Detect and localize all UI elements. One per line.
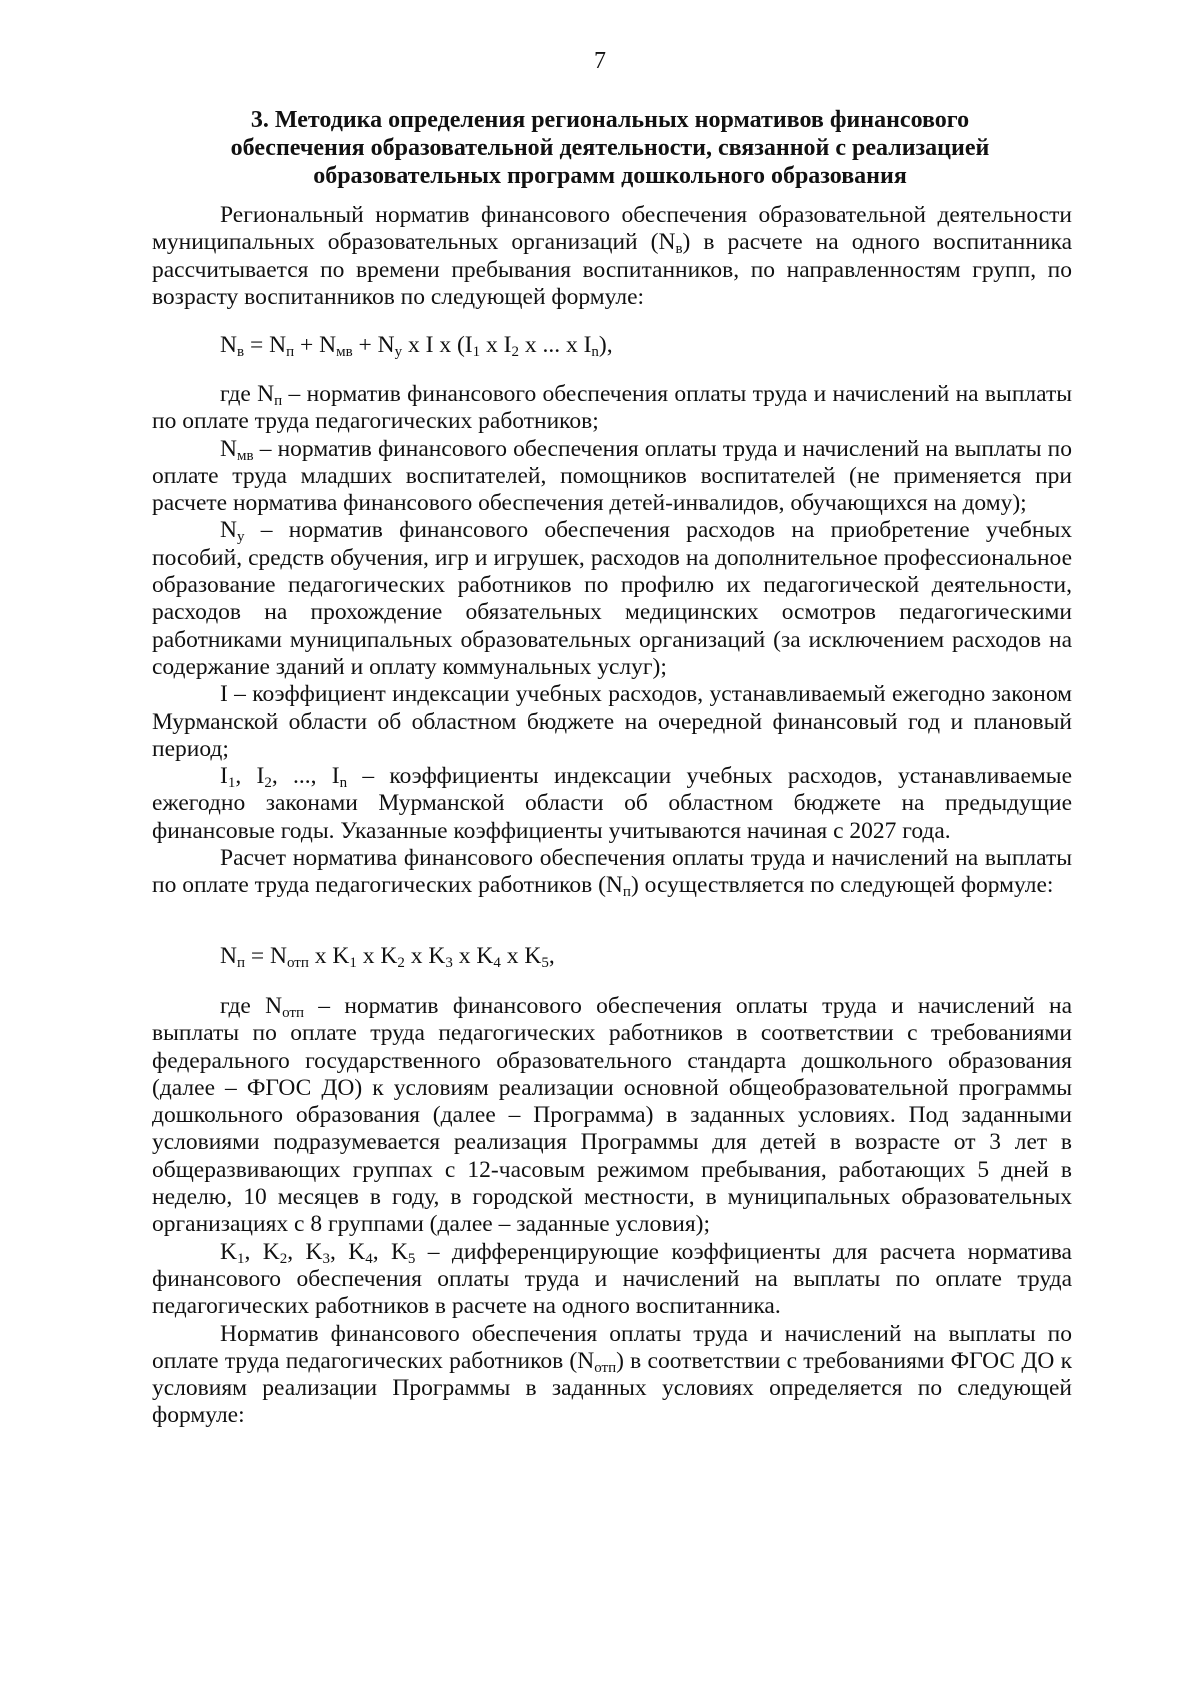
formula-text: x K: [500, 943, 542, 969]
formula-text: + N: [294, 332, 337, 358]
definition-np: [152, 381, 1072, 436]
subscript: 2: [397, 955, 405, 971]
subscript: в: [675, 241, 683, 258]
text: ) осуществляется по следующей формуле:: [630, 872, 1054, 899]
formula-text: x K: [356, 943, 398, 969]
text: , K: [287, 1238, 323, 1265]
definition-nmv: [152, 436, 1072, 518]
subscript: 1: [349, 955, 357, 971]
subscript: 5: [541, 955, 549, 971]
subscript: 2: [264, 775, 272, 792]
formula-text: ,: [548, 943, 555, 969]
subscript: 3: [445, 955, 453, 971]
text: – норматив финансового обеспечения оплаты труда и начислений на выплаты по оплате труда педагогических работников;: [152, 381, 1073, 435]
page-number: 7: [594, 48, 606, 74]
section-title-line: обеспечения образовательной деятельности, связанной с реализацией: [230, 135, 990, 161]
subscript: у: [236, 529, 245, 546]
text: K: [220, 1238, 237, 1265]
subscript: мв: [236, 447, 254, 464]
subscript: п: [236, 955, 246, 971]
subscript: 3: [322, 1250, 330, 1267]
subscript: n: [591, 344, 599, 360]
section-title: [150, 106, 1070, 190]
formula-text: + N: [352, 332, 395, 358]
definitions-block-2: [152, 993, 1072, 1430]
text: ) в соответствии с требованиями ФГОС ДО к условиям реализации Программы в заданных условиях определяется по следующей формуле:: [152, 1347, 1072, 1429]
formula-text: x ... x I: [518, 332, 592, 358]
subscript: мв: [336, 344, 353, 360]
definition-i: I – коэффициент индексации учебных расходов, устанавливаемый ежегодно законом Мурманской области об областном бюджете на очередной финансовый год и плановый период;: [152, 681, 1072, 762]
formula-nv: [152, 332, 1072, 359]
text: – норматив финансового обеспечения оплаты труда и начислений на выплаты по оплате труда педагогических работников в соответствии с требованиями федерального государственного образовательного стандарта дошкольного образования (далее – ФГОС ДО) к условиям реализации основной общеобразовательной программы дошкольного образования (далее – Программа) в заданных условиях. Под заданными условиями подразумевается реализация Программы для детей в возрасте от 3 лет в общеразвивающих группах с 12-часовым режимом пребывания, работающих 5 дней в неделю, 10 месяцев в году, в городской местности, в муниципальных образовательных организациях с 8 группами (далее – заданные условия);: [152, 993, 1072, 1238]
text: , ..., I: [271, 763, 340, 790]
definition-ny: [152, 517, 1072, 681]
text: Региональный норматив финансового обеспечения образовательной деятельности муниципальных образовательных организаций (N: [152, 202, 1072, 256]
subscript: в: [236, 344, 245, 360]
formula-text: x I: [480, 332, 512, 358]
formula-text: ),: [598, 332, 613, 358]
definitions-block: [152, 381, 1072, 900]
subscript: 2: [511, 344, 519, 360]
text: – дифференцирующие коэффициенты для расчета норматива финансового обеспечения оплаты труда и начислений на выплаты по оплате труда педагогических работников в расчете на одного воспитанника.: [152, 1238, 1072, 1320]
formula-text: N: [220, 332, 237, 358]
definition-k-coefficients: [152, 1239, 1072, 1321]
subscript: 1: [236, 1250, 245, 1267]
text: N: [220, 435, 237, 462]
subscript: п: [274, 393, 283, 409]
subscript: 4: [365, 1250, 373, 1267]
paragraph-np-calculation: [152, 845, 1072, 900]
formula-text: x I x (I: [402, 332, 473, 358]
text: ) в расчете на одного воспитанника рассчитывается по времени пребывания воспитанников, по направленностям групп, по возрасту воспитанников по следующей формуле:: [152, 229, 1072, 310]
text: Норматив финансового обеспечения оплаты труда и начислений на выплаты по оплате труда педагогических работников (N: [152, 1320, 1072, 1374]
subscript: 1: [472, 344, 481, 360]
text: , K: [244, 1238, 280, 1265]
text: – коэффициенты индексации учебных расходов, устанавливаемые ежегодно законами Мурманской области об областном бюджете на предыдущие финансовые годы. Указанные коэффициенты учитываются начиная с 2027 года.: [152, 763, 1073, 844]
text: I: [220, 763, 228, 790]
definition-i-series: [152, 763, 1072, 845]
paragraph-notp-calculation: [152, 1321, 1072, 1430]
text: – норматив финансового обеспечения расходов на приобретение учебных пособий, средств обучения, игр и игрушек, расходов на дополнительное профессиональное образование педагогических работников по профилю их педагогической деятельности, расходов на прохождение обязательных медицинских осмотров педагогическими работниками муниципальных образовательных организаций (за исключением расходов на содержание зданий и оплату коммунальных услуг);: [152, 517, 1072, 680]
section-title-line: 3. Методика определения региональных нормативов финансового: [250, 107, 970, 133]
text: Расчет норматива финансового обеспечения оплаты труда и начислений на выплаты по оплате труда педагогических работников (N: [152, 845, 1072, 899]
text: где N: [220, 993, 283, 1019]
subscript: отп: [287, 955, 309, 971]
subscript: отп: [594, 1359, 617, 1376]
subscript: 2: [279, 1250, 288, 1267]
text: где N: [220, 381, 275, 407]
text: N: [220, 517, 237, 544]
formula-text: = N: [245, 943, 287, 969]
subscript: 4: [493, 955, 501, 971]
subscript: п: [286, 344, 295, 360]
subscript: 5: [407, 1250, 416, 1267]
text: , K: [372, 1238, 408, 1265]
subscript: отп: [282, 1005, 305, 1021]
formula-text: x K: [404, 943, 446, 969]
section-title-line: образовательных программ дошкольного образования: [313, 163, 907, 189]
formula-text: x K: [308, 943, 350, 969]
formula-text: = N: [244, 332, 287, 358]
formula-text: x K: [452, 943, 494, 969]
formula-text: N: [220, 943, 237, 969]
text: , K: [329, 1238, 366, 1265]
formula-np: [152, 943, 1072, 970]
text: – норматив финансового обеспечения оплаты труда и начислений на выплаты по оплате труда младших воспитателей, помощников воспитателей (не применяется при расчете норматива финансового обеспечения детей-инвалидов, обучающихся на дому);: [152, 435, 1072, 517]
definition-notp: [152, 993, 1072, 1239]
text: , I: [235, 763, 265, 790]
paragraph-regional-standard: [152, 202, 1072, 311]
subscript: у: [394, 344, 403, 360]
subscript: n: [339, 775, 348, 792]
subscript: п: [622, 884, 631, 901]
subscript: 1: [227, 775, 236, 792]
